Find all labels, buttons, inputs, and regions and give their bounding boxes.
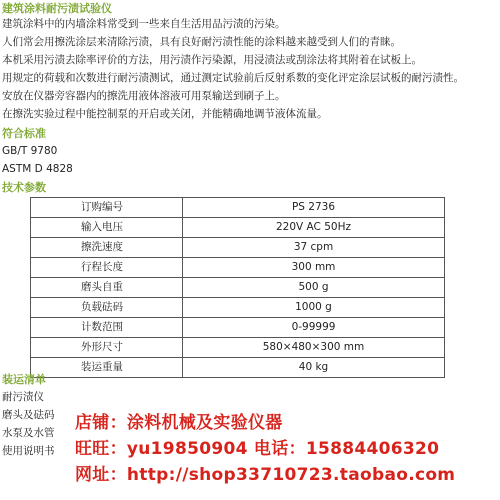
table-row [31,338,445,358]
product-title: 建筑涂料耐污渍试验仪 [2,2,112,15]
ad-contact: 旺旺：yu19850904 电话：15884406320 [75,439,440,459]
spec-label: 行程长度 [31,258,183,278]
spec-label: 输入电压 [31,218,183,238]
spec-label: 负载砝码 [31,298,183,318]
table-row [31,298,445,318]
table-row [31,198,445,218]
spec-value: 0-99999 [183,318,445,338]
spec-label: 磨头自重 [31,278,183,298]
spec-value: PS 2736 [183,198,445,218]
packing-item: 水泵及水管 [2,427,55,439]
table-row [31,218,445,238]
spec-value: 37 cpm [183,238,445,258]
intro-line-6: 在擦洗实验过程中能控制泵的开启或关闭，并能精确地调节液体流量。 [2,108,328,120]
standard-item: ASTM D 4828 [2,163,73,175]
spec-value: 40 kg [183,358,445,378]
packing-item: 磨头及砝码 [2,409,55,421]
ad-shop: 店铺：涂料机械及实验仪器 [75,413,283,433]
table-row [31,258,445,278]
spec-value: 500 g [183,278,445,298]
packing-heading: 装运清单 [2,373,46,386]
table-row [31,278,445,298]
spec-label: 装运重量 [31,358,183,378]
packing-item: 耐污渍仪 [2,391,44,403]
spec-value: 1000 g [183,298,445,318]
spec-value: 580×480×300 mm [183,338,445,358]
intro-line-2: 人们常会用擦洗涂层来清除污渍，具有良好耐污渍性能的涂料越来越受到人们的青睐。 [2,36,401,48]
packing-item: 使用说明书 [2,445,55,457]
spec-label: 订购编号 [31,198,183,218]
intro-line-3: 本机采用污渍去除率评价的方法，用污渍作污染源，用浸渍法或刮涂法将其附着在试板上。 [2,54,422,66]
ad-url: 网址：http://shop33710723.taobao.com [75,465,456,485]
intro-line-1: 建筑涂料中的内墙涂料常受到一些来自生活用品污渍的污染。 [2,18,286,30]
intro-line-5: 安放在仪器旁容器内的擦洗用液体溶液可用泵输送到刷子上。 [2,90,286,102]
spec-value: 220V AC 50Hz [183,218,445,238]
intro-line-4: 用规定的荷载和次数进行耐污渍测试，通过测定试验前后反射系数的变化评定涂层试板的耐污渍性。 [2,72,464,84]
table-row [31,318,445,338]
spec-table [30,197,445,378]
spec-label: 擦洗速度 [31,238,183,258]
spec-value: 300 mm [183,258,445,278]
standards-heading: 符合标准 [2,127,46,140]
table-row [31,238,445,258]
spec-label: 外形尺寸 [31,338,183,358]
standard-item: GB/T 9780 [2,145,58,157]
spec-label: 计数范围 [31,318,183,338]
table-row [31,358,445,378]
specs-heading: 技术参数 [2,181,46,194]
